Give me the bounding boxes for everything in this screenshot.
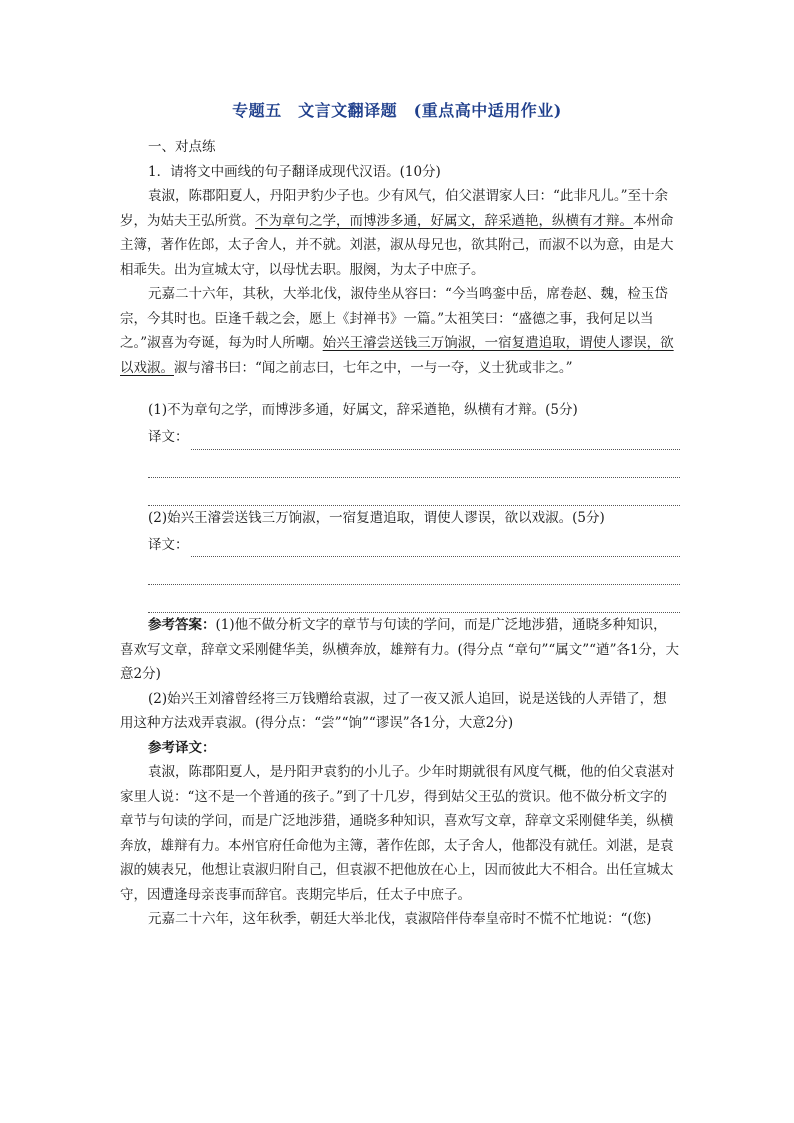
translation-label: 译文： xyxy=(148,536,189,553)
document-body xyxy=(120,135,680,932)
passage-text: 元嘉二十六年，其秋，大举北伐，淑侍坐从容曰：“今当鸣銮中岳，席卷赵、魏，检玉岱宗，今其时也。臣逢千载之会，愿上《封禅书》一篇。”太祖笑曰：“盛德之事，我何足以当之。”淑喜为夸诞，每为时人所嘲。 xyxy=(120,286,668,351)
sub-question-2: (2)始兴王濬尝送钱三万饷淑，一宿复遣追取，谓使人谬误，欲以戏淑。(5分) xyxy=(148,509,605,526)
translation-label: 译文： xyxy=(148,429,189,445)
underlined-sentence-2: 始兴王濬尝送钱三万饷淑，一宿复遣追取，谓使人谬误，欲以戏淑。 xyxy=(120,335,674,376)
sub-question-1: (1)不为章句之学，而博涉多通，好属文，辞采遒艳，纵横有才辩。(5分) xyxy=(148,402,578,418)
passage-text: 淑与濬书曰：“闻之前志曰，七年之中，一与一夺，义士犹或非之。” xyxy=(174,359,573,376)
answer-blank[interactable] xyxy=(191,435,681,450)
question-instruction: 1．请将文中画线的句子翻译成现代汉语。(10分) xyxy=(148,163,441,180)
answer-blank[interactable] xyxy=(148,585,680,613)
page-title: 专题五 文言文翻译题 (重点高中适用作业) xyxy=(232,101,562,120)
answer-blank[interactable] xyxy=(191,542,681,557)
passage-text: 本州命主簿，著作佐郎，太子舍人，并不就。刘湛，淑从母兄也，欲其附己，而淑不以为意，由是大相乖失。出为宣城太守，以母忧去职。服阕，为太子中庶子。 xyxy=(120,212,674,278)
answer-1 xyxy=(120,613,680,687)
underlined-sentence-1: 不为章句之学，而博涉多通，好属文，辞采遒艳，纵横有才辩。 xyxy=(255,212,633,229)
answer-text: (1)他不做分析文字的章节与句读的学问，而是广泛地涉猎，通晓多种知识，喜欢写文章，辞章文采刚健华美，纵横奔放，雄辩有力。(得分点 “章句”“属文”“遒”各1分，大意2分) xyxy=(120,617,680,682)
answer-line[interactable] xyxy=(120,423,680,450)
passage-paragraph-1 xyxy=(120,184,680,282)
reference-paragraph-1: 袁淑，陈郡阳夏人，是丹阳尹袁豹的小儿子。少年时期就很有风度气概，他的伯父袁湛对家里人说：“这不是一个普通的孩子。”到了十几岁，得到姑父王弘的赏识。他不做分析文字的章节与句读的学问，而是广泛地涉猎，通晓多种知识，喜欢写文章，辞章文采刚健华美，纵横奔放，雄辩有力。本州官府任命他为主簿，著作佐郎，太子舍人，他都没有就任。刘湛，是袁淑的姨表兄，他想让袁淑归附自己，但袁淑不把他放在心上，因而彼此大不相合。出任宣城太守，因遭逢母亲丧事而辞官。丧期完毕后，任太子中庶子。 xyxy=(120,764,675,903)
section-heading: 一、对点练 xyxy=(148,139,216,155)
reference-translation-label: 参考译文： xyxy=(148,739,216,756)
passage-paragraph-2 xyxy=(120,282,680,380)
answer-label: 参考答案： xyxy=(148,617,216,633)
answer-blank[interactable] xyxy=(148,478,680,506)
answer-line[interactable] xyxy=(120,530,680,557)
answer-blank[interactable] xyxy=(148,557,680,585)
passage-text: 袁淑，陈郡阳夏人，丹阳尹豹少子也。少有风气，伯父湛谓家人曰：“此非凡儿。”至十余岁，为姑夫王弘所赏。 xyxy=(120,188,669,229)
answer-2: (2)始兴王刘濬曾经将三万钱赠给袁淑，过了一夜又派人追回，说是送钱的人弄错了，想用这种方法戏弄袁淑。(得分点：“尝”“饷”“谬误”各1分，大意2分) xyxy=(120,690,667,731)
answer-blank[interactable] xyxy=(148,450,680,478)
reference-paragraph-2: 元嘉二十六年，这年秋季，朝廷大举北伐，袁淑陪伴侍奉皇帝时不慌不忙地说：“(您) xyxy=(148,911,652,927)
